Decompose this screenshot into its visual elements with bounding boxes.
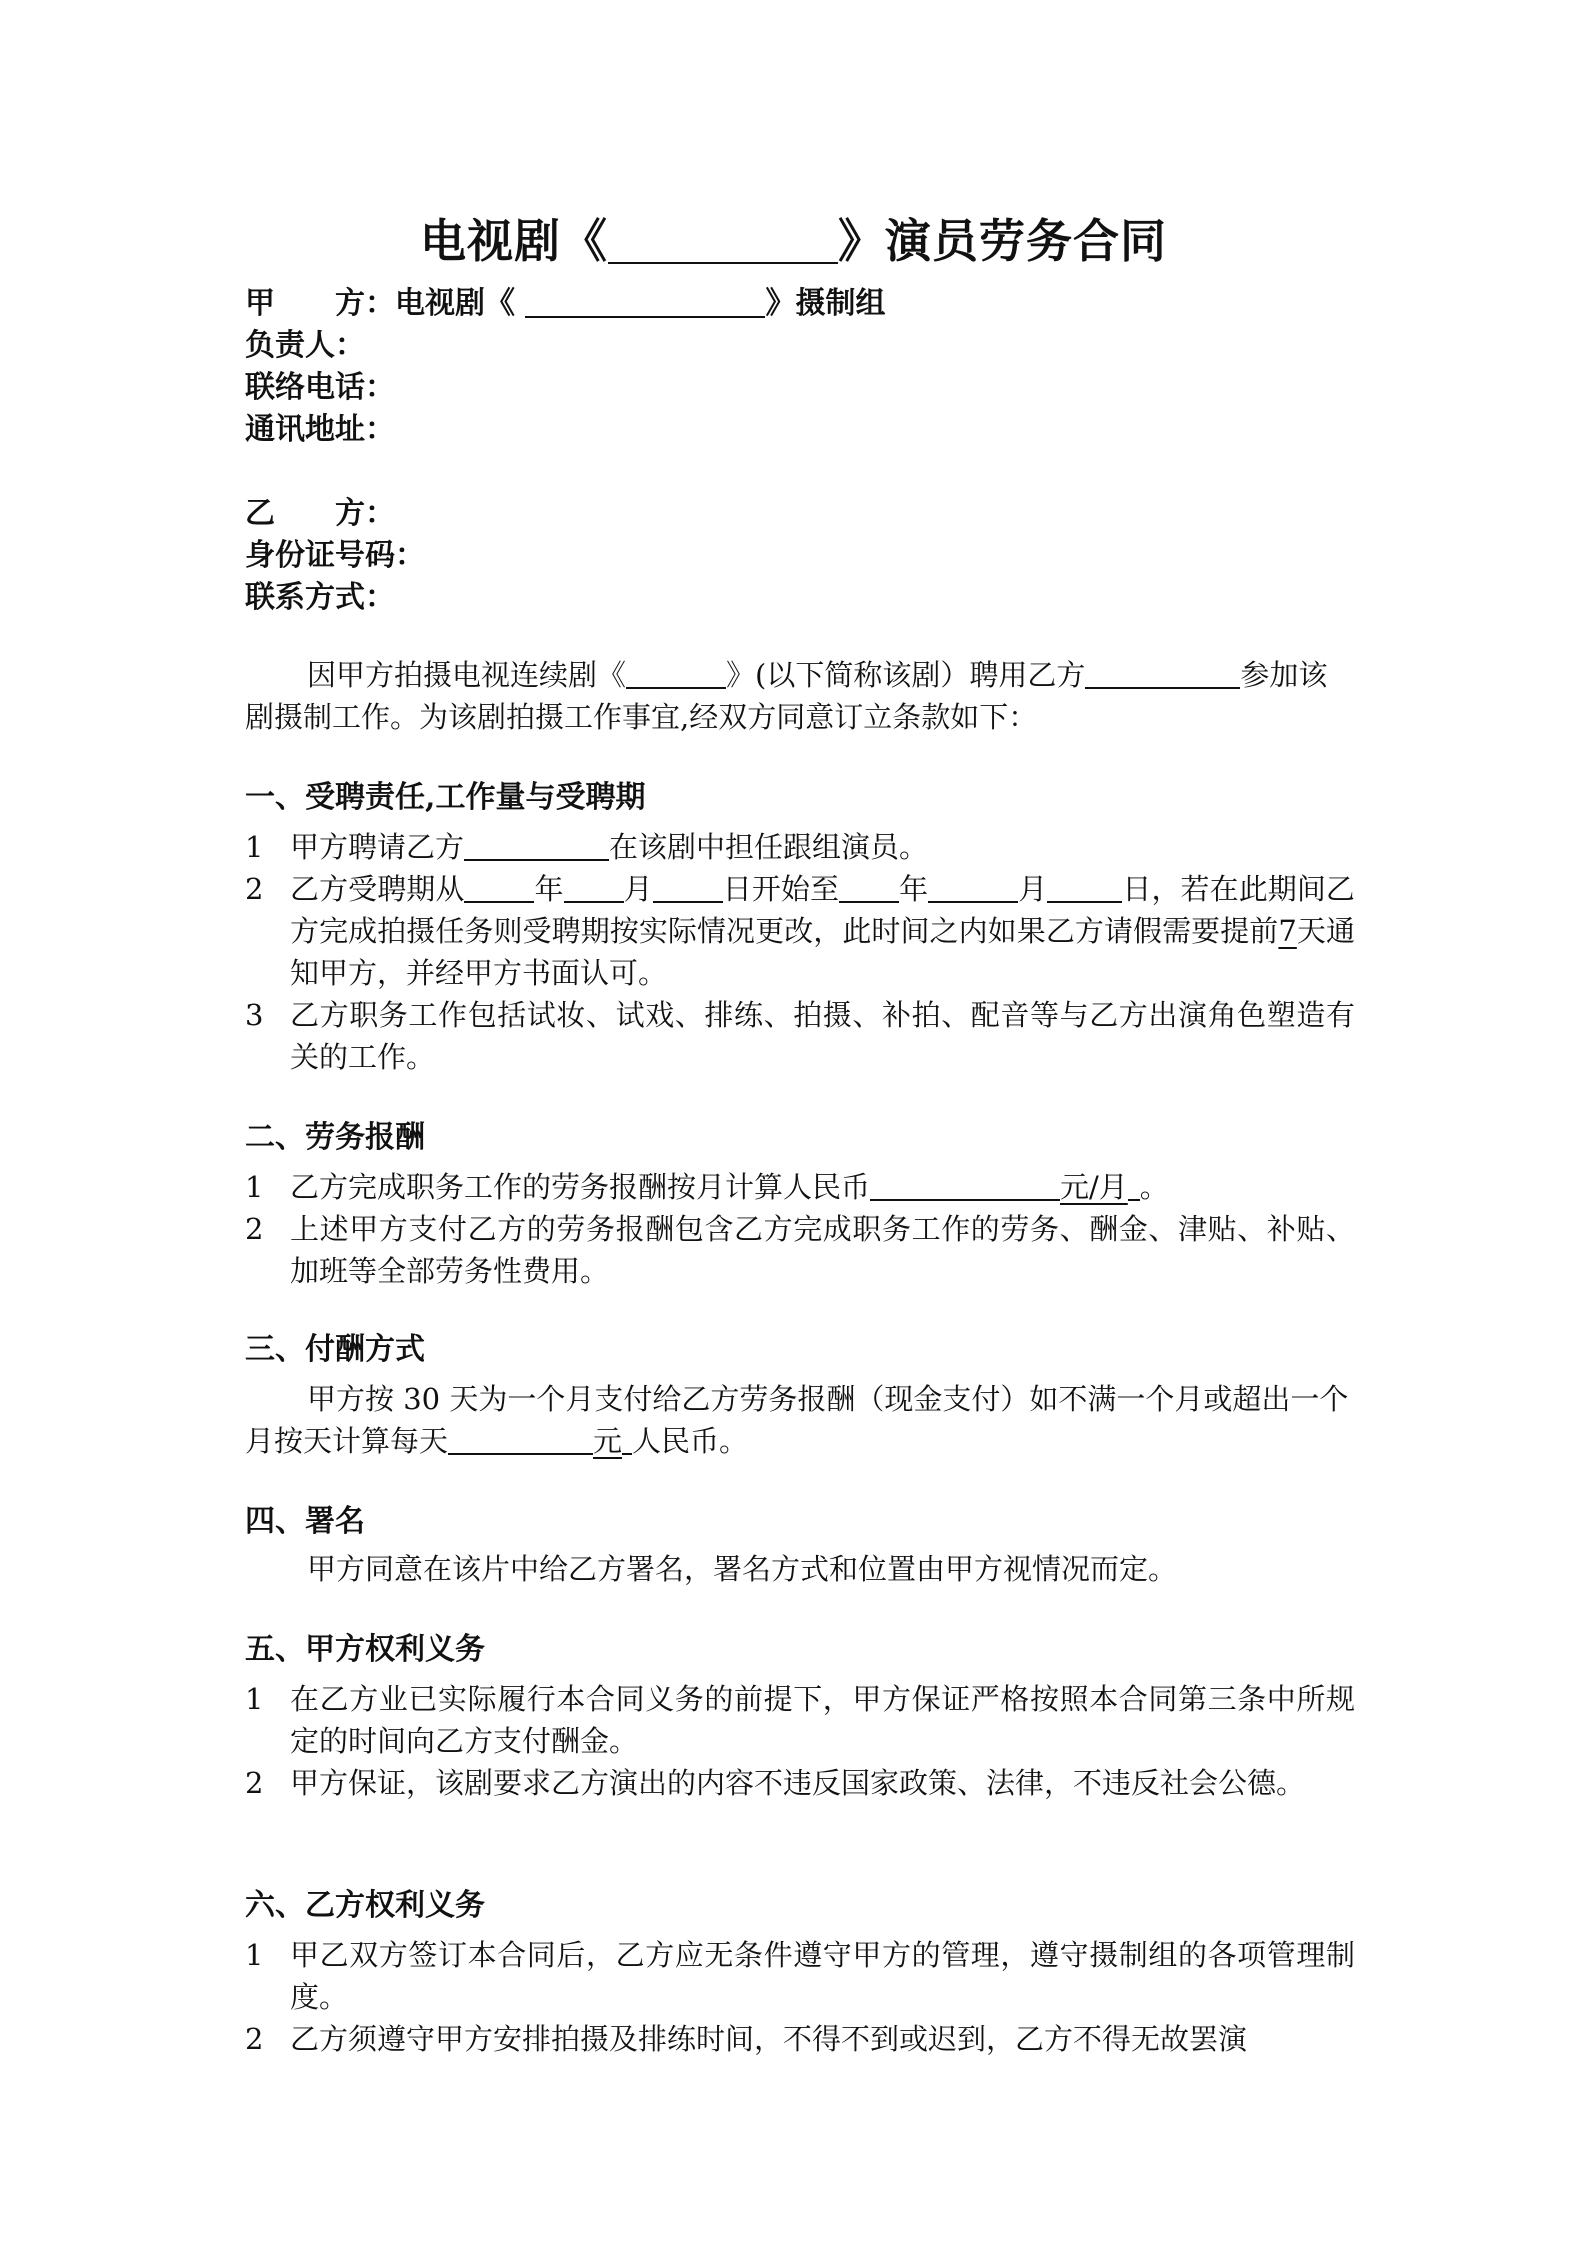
section-1-item-3 [245, 994, 1355, 1078]
item-text: 甲方保证，该剧要求乙方演出的内容不违反国家政策、法律，不违反社会公德。 [290, 1766, 1306, 1800]
party-a-address: 通讯地址： [245, 412, 395, 447]
notice-days: 7 [1278, 914, 1297, 948]
s3-b: 人民币。 [632, 1424, 749, 1458]
document-title [0, 205, 1587, 271]
s1-item2-a: 乙方受聘期从 [290, 872, 465, 906]
blank-month-2 [928, 872, 1018, 903]
intro-part2: 》(以下简称该剧）聘用乙方 [726, 658, 1086, 692]
party-a-label: 甲 方： [245, 286, 395, 321]
party-a-phone: 联络电话： [245, 370, 395, 405]
salary-blank-tail [1128, 1170, 1140, 1201]
salary-blank [870, 1170, 1060, 1201]
party-a-value-prefix: 电视剧《 [395, 286, 526, 321]
item-text: 甲乙双方签订本合同后，乙方应无条件遵守甲方的管理，遵守摄制组的各项管理制度。 [290, 1938, 1355, 2014]
party-a-value-suffix: 》摄制组 [765, 286, 886, 321]
item-text [290, 826, 1355, 868]
item-text: 乙方须遵守甲方安排拍摄及排练时间，不得不到或迟到，乙方不得无故罢演 [290, 2022, 1248, 2056]
party-b-label: 乙 方： [245, 496, 395, 531]
title-prefix: 电视剧《 [420, 214, 608, 268]
party-b-id-number: 身份证号码： [245, 538, 425, 573]
item-number: 1 [245, 1938, 264, 1972]
intro-paragraph [245, 654, 1355, 738]
item-number: 2 [245, 1212, 264, 1246]
item-number: 2 [245, 2022, 264, 2056]
blank-year-2 [839, 872, 899, 903]
s1-item2-year1: 年 [534, 872, 564, 906]
s1-item2-day1: 日开始至 [722, 872, 840, 906]
party-a-line [245, 278, 885, 322]
s3-a: 甲方按 30 天为一个月支付给乙方劳务报酬（现金支付）如不满一个月或超出一个月按天计算每天 [245, 1382, 1349, 1458]
s1-item2-year2: 年 [899, 872, 929, 906]
section-6-item-1 [245, 1934, 1355, 2018]
item-text [290, 868, 1355, 994]
item-number: 3 [245, 998, 264, 1032]
item-text: 乙方职务工作包括试妆、试戏、排练、拍摄、补拍、配音等与乙方出演角色塑造有关的工作。 [290, 998, 1355, 1074]
blank-day-2 [1047, 872, 1122, 903]
blank-day-1 [653, 872, 723, 903]
s1-item2-month2: 月 [1018, 872, 1048, 906]
section-1-item-2 [245, 868, 1355, 994]
intro-blank-2 [1085, 658, 1240, 689]
salary-unit: 元/月 [1060, 1170, 1128, 1204]
section-6-heading: 六、乙方权利义务 [245, 1888, 485, 1923]
daily-rate-unit: 元 [593, 1424, 623, 1458]
section-4-paragraph: 甲方同意在该片中给乙方署名，署名方式和位置由甲方视情况而定。 [307, 1552, 1178, 1586]
section-2-heading: 二、劳务报酬 [245, 1120, 425, 1155]
party-a-blank [525, 286, 765, 318]
s1-item1-blank [464, 830, 609, 861]
item-text: 上述甲方支付乙方的劳务报酬包含乙方完成职务工作的劳务、酬金、津贴、补贴、加班等全部劳务性费用。 [290, 1212, 1355, 1288]
section-3-paragraph [245, 1378, 1355, 1462]
title-blank [608, 216, 838, 264]
s1-item1-a: 甲方聘请乙方 [290, 830, 465, 864]
title-suffix: 》演员劳务合同 [838, 214, 1167, 268]
section-1-item-1 [245, 826, 1355, 868]
party-b-contact: 联系方式： [245, 580, 395, 615]
s1-item2-month1: 月 [623, 872, 653, 906]
s2-item1-b: 。 [1139, 1170, 1169, 1204]
intro-part3: 参加该剧摄制工作。为该剧拍摄工作事宜,经双方同意订立条款如下： [245, 658, 1328, 734]
item-number: 1 [245, 1682, 264, 1716]
daily-rate-blank [448, 1424, 593, 1455]
section-6-item-2 [245, 2018, 1355, 2060]
intro-blank-1 [626, 658, 726, 689]
section-4-heading: 四、署名 [245, 1504, 365, 1539]
section-1-heading: 一、受聘责任,工作量与受聘期 [245, 780, 646, 815]
intro-part1: 因甲方拍摄电视连续剧《 [307, 658, 627, 692]
daily-rate-blank-tail [622, 1424, 632, 1455]
section-2-item-2 [245, 1208, 1355, 1292]
s1-item2-day2: 日，若在此期间乙方完成拍摄任务则受聘期按实际情况更改，此时间之内如果乙方请假需要提前 [290, 872, 1355, 948]
item-number: 2 [245, 872, 264, 906]
item-number: 2 [245, 1766, 264, 1800]
item-number: 1 [245, 830, 264, 864]
party-a-responsible: 负责人： [245, 328, 365, 363]
item-text [290, 1166, 1355, 1208]
section-3-heading: 三、付酬方式 [245, 1332, 425, 1367]
s1-item1-b: 在该剧中担任跟组演员。 [609, 830, 929, 864]
blank-month-1 [564, 872, 624, 903]
section-5-heading: 五、甲方权利义务 [245, 1632, 485, 1667]
section-5-item-1 [245, 1678, 1355, 1762]
item-text: 在乙方业已实际履行本合同义务的前提下，甲方保证严格按照本合同第三条中所规定的时间向乙方支付酬金。 [290, 1682, 1355, 1758]
blank-year-1 [464, 872, 534, 903]
item-number: 1 [245, 1170, 264, 1204]
s1-item2-b: 天通知甲方，并经甲方书面认可。 [290, 914, 1355, 990]
s2-item1-a: 乙方完成职务工作的劳务报酬按月计算人民币 [290, 1170, 871, 1204]
section-2-item-1 [245, 1166, 1355, 1208]
section-5-item-2 [245, 1762, 1355, 1804]
